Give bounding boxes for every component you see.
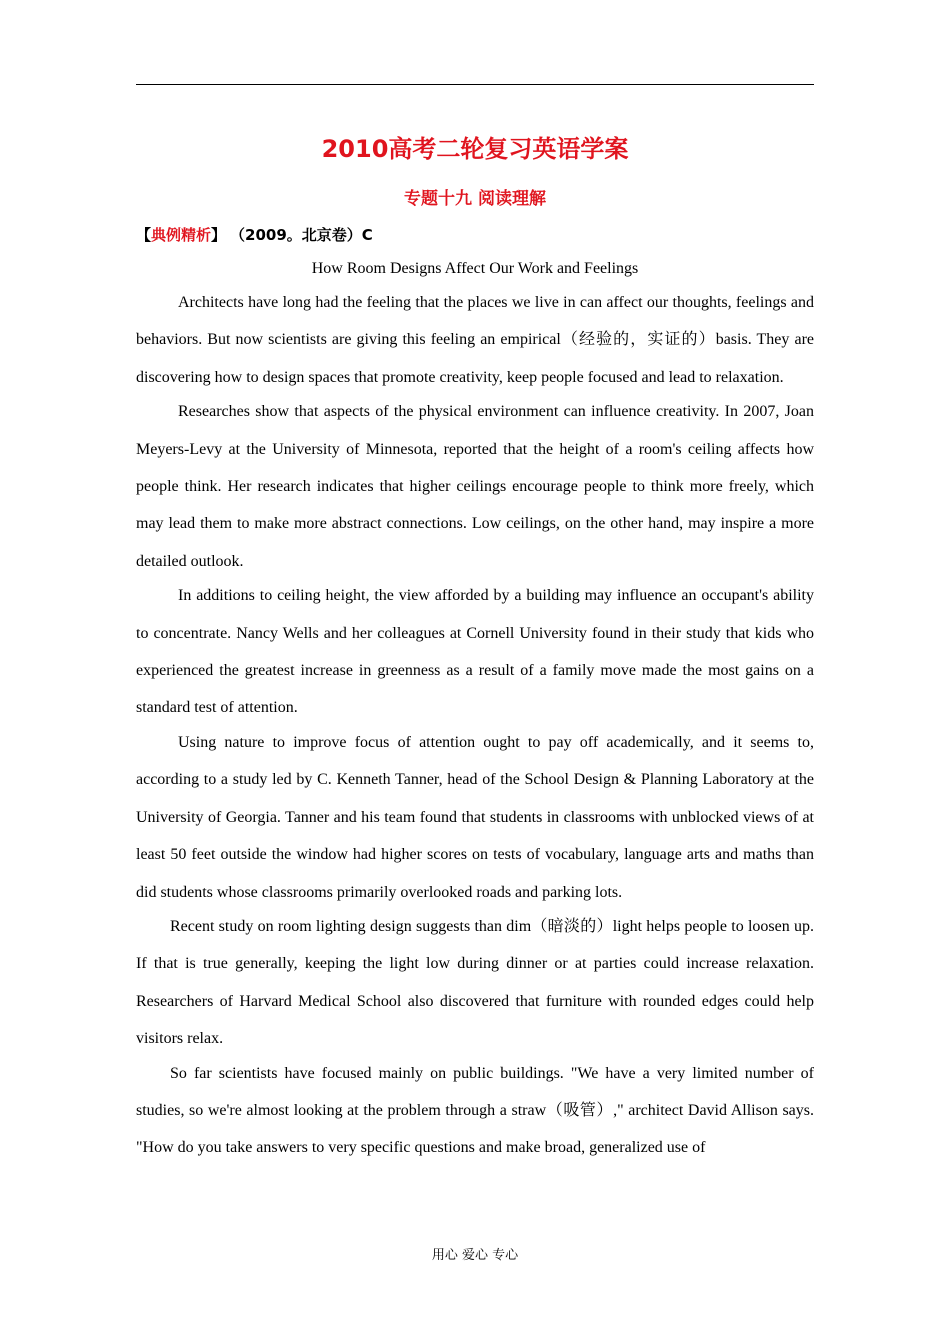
example-tag: 典例精析 (151, 226, 212, 244)
paragraph-2: Researches show that aspects of the physical environment can influence creativity. In 2007, Joan Meyers-Levy at the University of Minnesota, reported that the height of a room's ceiling affects how people think. Her research indicates that higher ceilings encourage people to think more freely, which may lead them to make more abstract connections. Low ceilings, on the other hand, may inspire a more detailed outlook. (136, 403, 814, 570)
document-title: 2010高考二轮复习英语学案 (321, 135, 629, 163)
paragraph-5: Recent study on room lighting design suggests than dim（暗淡的）light helps people to loosen up. If that is true generally, keeping the light low during dinner or at parties could increase relaxation. Researchers of Harvard Medical School also discovered that furniture with rounded edges could help visitors relax. (136, 917, 814, 1048)
bracket-close: 】 (211, 226, 227, 244)
header-rule (136, 84, 814, 85)
bracket-open: 【 (136, 226, 152, 244)
paragraph-4: Using nature to improve focus of attention ought to pay off academically, and it seems to, according to a study led by C. Kenneth Tanner, head of the School Design & Planning Laboratory at the University of Georgia. Tanner and his team found that students in classrooms with unblocked views of at least 50 feet outside the window had higher scores on tests of vocabulary, language arts and maths than did students whose classrooms primarily overlooked roads and parking lots. (136, 733, 814, 901)
example-heading (136, 222, 373, 249)
paragraph-3: In additions to ceiling height, the view afforded by a building may influence an occupant's ability to concentrate. Nancy Wells and her colleagues at Cornell University found in their study that kids who experienced the greatest increase in greenness as a result of a family move made the most gains on a standard test of attention. (136, 587, 814, 717)
passage-body (136, 284, 814, 1164)
paragraph-1: Architects have long had the feeling that the places we live in can affect our thoughts, feelings and behaviors. But now scientists are giving this feeling an empirical（经验的，实证的）basis. They are discovering how to design spaces that promote creativity, keep people focused and lead to relaxation. (136, 294, 814, 386)
example-source: （2009。北京卷）C (230, 226, 373, 244)
page-footer: 用心 爱心 专心 (431, 1248, 519, 1263)
document-subtitle: 专题十九 阅读理解 (404, 189, 546, 209)
paragraph-6: So far scientists have focused mainly on public buildings. "We have a very limited number of studies, so we're almost looking at the problem through a straw（吸管）," architect David Allison says. "How do you take answers to very specific questions and make broad, generalized use of (136, 1064, 814, 1157)
passage-title: How Room Designs Affect Our Work and Feelings (311, 260, 639, 277)
